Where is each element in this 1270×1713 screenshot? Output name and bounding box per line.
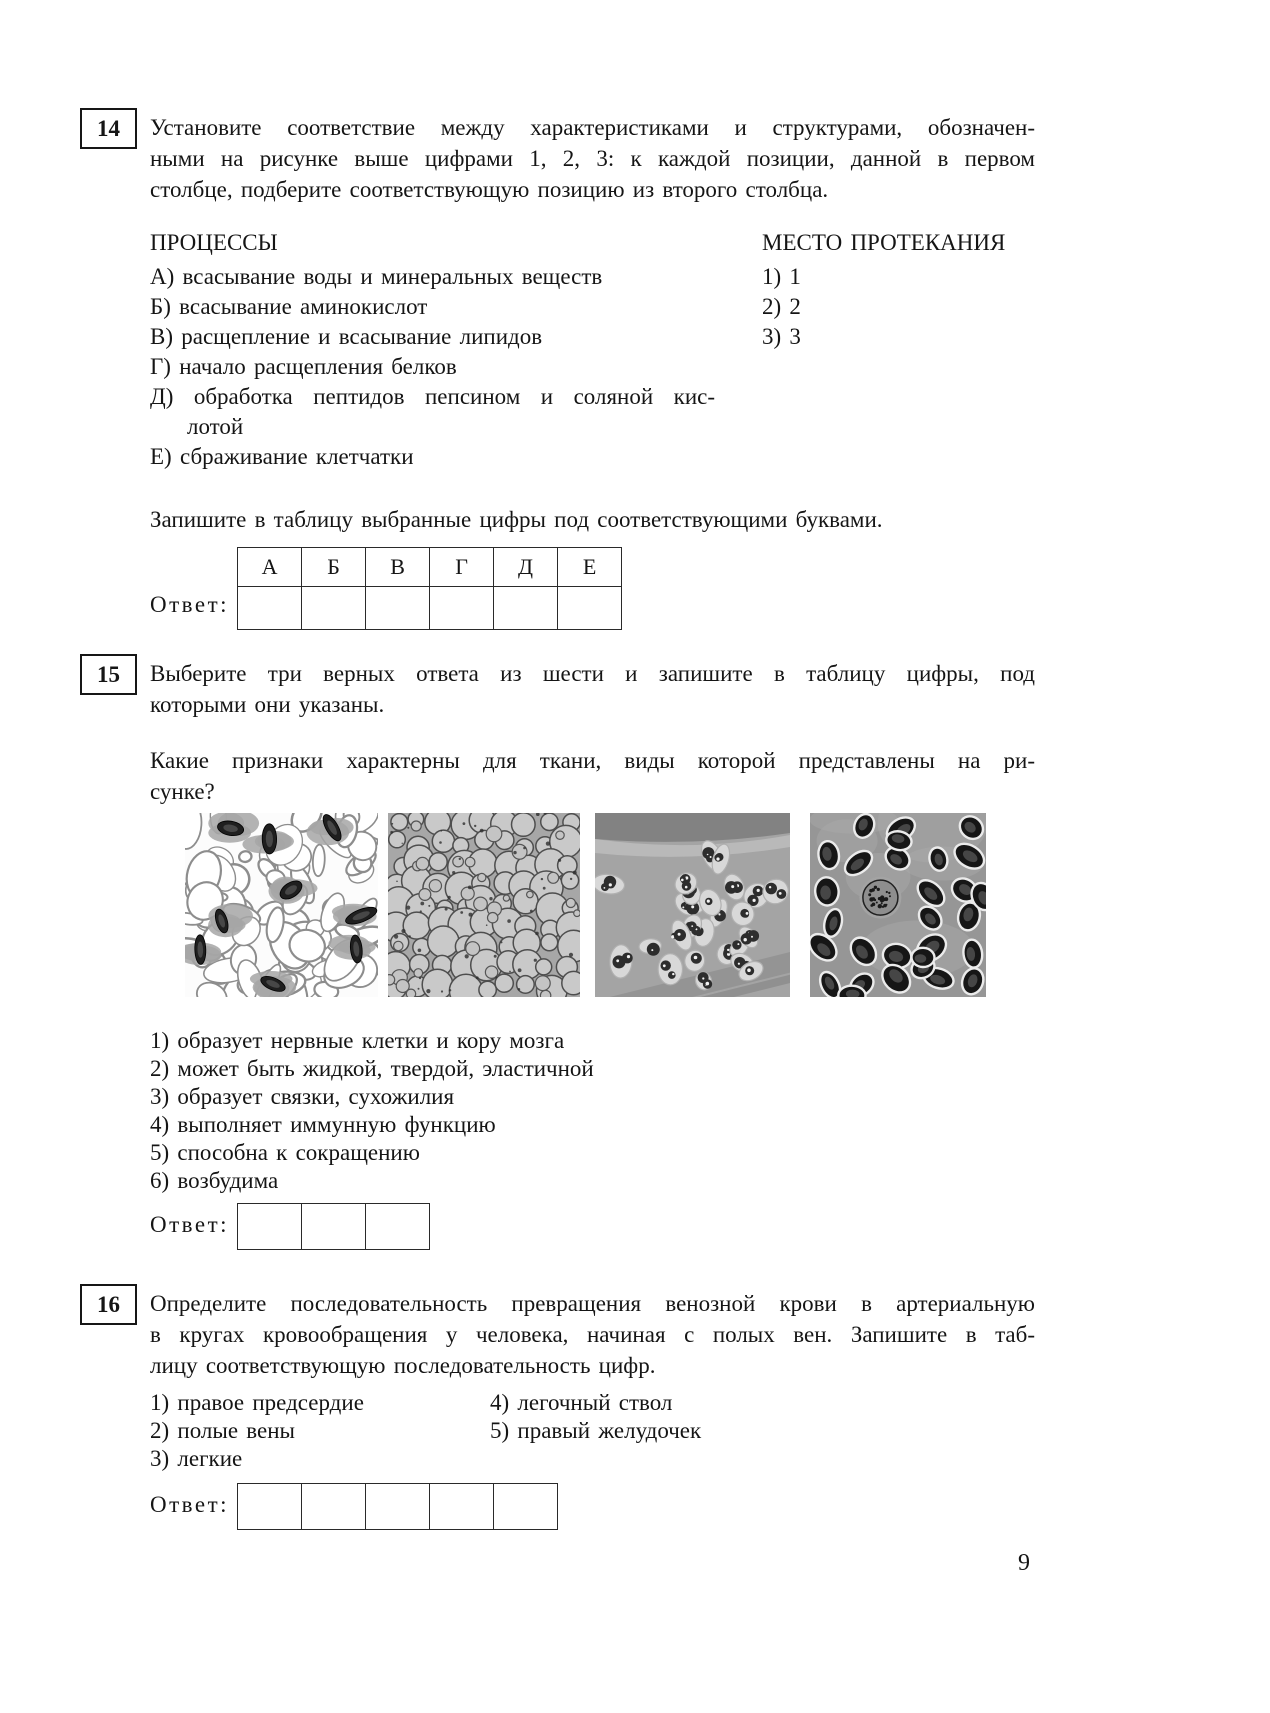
question-16-answer-block (150, 1483, 1035, 1530)
question-15-answer-block (150, 1203, 1035, 1250)
text-line: сунке? (150, 779, 215, 804)
answer-label: Ответ: (150, 592, 230, 617)
processes-header: ПРОЦЕССЫ (150, 230, 278, 255)
question-14-instruction: Запишите в таблицу выбранные цифры под соответствующими буквами. (150, 507, 883, 532)
option-item: 2) полые вены (150, 1418, 295, 1443)
process-line: Д) обработка пептидов пепсином и соляной кис- (150, 384, 715, 409)
process-item (150, 442, 715, 472)
process-item (150, 292, 715, 322)
text-line: Установите соответствие между характеристиками и структурами, обозначен- (150, 115, 1035, 140)
match-columns-header (150, 227, 1035, 258)
process-item (150, 322, 715, 352)
answer-cell (366, 1204, 430, 1250)
answer-cell (366, 587, 430, 630)
answer-cell (302, 1204, 366, 1250)
option-item: 1) правое предсердие (150, 1390, 364, 1415)
match-row (150, 382, 1035, 442)
place-item: 3) 3 (762, 324, 801, 349)
answer-cell (302, 587, 366, 630)
answer-label: Ответ: (150, 1212, 230, 1237)
answer-column-header: Е (558, 548, 622, 587)
option-item: 5) способна к сокращению (150, 1140, 420, 1165)
question-15-answer-table (237, 1203, 430, 1250)
process-item (150, 352, 715, 382)
cartilage-tissue-micrograph (595, 813, 790, 997)
answer-label: Ответ: (150, 1492, 230, 1517)
option-item: 1) образует нервные клетки и кору мозга (150, 1028, 565, 1053)
answer-cell (558, 587, 622, 630)
blood-smear-micrograph (810, 813, 986, 997)
adipose-tissue-micrograph (388, 813, 580, 997)
tissue-micrographs-row (185, 813, 1035, 997)
place-item: 2) 2 (762, 294, 801, 319)
match-row (150, 292, 1035, 322)
answer-cell (430, 587, 494, 630)
question-15-number: 15 (80, 654, 137, 695)
process-line: Г) начало расщепления белков (150, 354, 457, 379)
option-item: 2) может быть жидкой, твердой, эластичной (150, 1056, 594, 1081)
process-item (150, 262, 715, 292)
option-item: 3) образует связки, сухожилия (150, 1084, 455, 1109)
answer-cell (430, 1484, 494, 1530)
answer-cell (238, 1204, 302, 1250)
answer-column-header: А (238, 548, 302, 587)
question-16-number: 16 (80, 1284, 137, 1325)
text-line: ными на рисунке выше цифрами 1, 2, 3: к каждой позиции, данной в первом (150, 146, 1035, 171)
places-header: МЕСТО ПРОТЕКАНИЯ (762, 230, 1006, 255)
option-item (490, 1445, 1035, 1473)
process-line: А) всасывание воды и минеральных веществ (150, 264, 603, 289)
option-item: 5) правый желудочек (490, 1418, 702, 1443)
answer-cell (238, 1484, 302, 1530)
text-line: Определите последовательность превращения венозной крови в артериальную (150, 1291, 1035, 1316)
answer-column-header: Д (494, 548, 558, 587)
answer-column-header: Г (430, 548, 494, 587)
page-number: 9 (1018, 1550, 1030, 1576)
answer-cell (302, 1484, 366, 1530)
question-15-text (150, 658, 1035, 720)
question-15-prompt (150, 745, 1035, 807)
option-item: 4) выполняет иммунную функцию (150, 1112, 496, 1137)
answer-column-header: Б (302, 548, 366, 587)
answer-cell (366, 1484, 430, 1530)
answer-cell (238, 587, 302, 630)
question-16-answer-table (237, 1483, 558, 1530)
match-list (150, 262, 1035, 472)
text-line: в кругах кровообращения у человека, начиная с полых вен. Запишите в таб- (150, 1322, 1035, 1347)
question-14-answer-block (150, 547, 1035, 630)
answer-cell (494, 587, 558, 630)
question-15 (97, 658, 1035, 1250)
question-14 (97, 112, 1035, 630)
question-15-options (150, 1027, 1035, 1195)
text-line: Выберите три верных ответа из шести и запишите в таблицу цифры, под (150, 661, 1035, 686)
process-line: Б) всасывание аминокислот (150, 294, 428, 319)
question-16-options (150, 1389, 1035, 1473)
question-14-text (150, 112, 1035, 205)
answer-cell (494, 1484, 558, 1530)
question-16-text (150, 1288, 1035, 1381)
process-item (150, 382, 715, 442)
text-line: Какие признаки характерны для ткани, виды которой представлены на ри- (150, 748, 1035, 773)
text-line: лицу соответствующую последовательность цифр. (150, 1353, 656, 1378)
page-content (97, 112, 1035, 1530)
option-item: 6) возбудима (150, 1168, 279, 1193)
match-row (150, 442, 1035, 472)
text-line: столбце, подберите соответствующую позицию из второго столбца. (150, 177, 829, 202)
match-row (150, 322, 1035, 352)
process-line: Е) сбраживание клетчатки (150, 444, 414, 469)
option-item: 4) легочный ствол (490, 1390, 673, 1415)
question-14-answer-table (237, 547, 622, 630)
answer-column-header: В (366, 548, 430, 587)
place-item: 1) 1 (762, 264, 801, 289)
process-line: лотой (187, 414, 244, 439)
match-row (150, 352, 1035, 382)
question-14-number: 14 (80, 108, 137, 149)
question-16 (97, 1288, 1035, 1530)
loose-connective-tissue-micrograph (185, 813, 378, 997)
match-row (150, 262, 1035, 292)
text-line: которыми они указаны. (150, 692, 385, 717)
process-line: В) расщепление и всасывание липидов (150, 324, 543, 349)
option-item: 3) легкие (150, 1446, 243, 1471)
